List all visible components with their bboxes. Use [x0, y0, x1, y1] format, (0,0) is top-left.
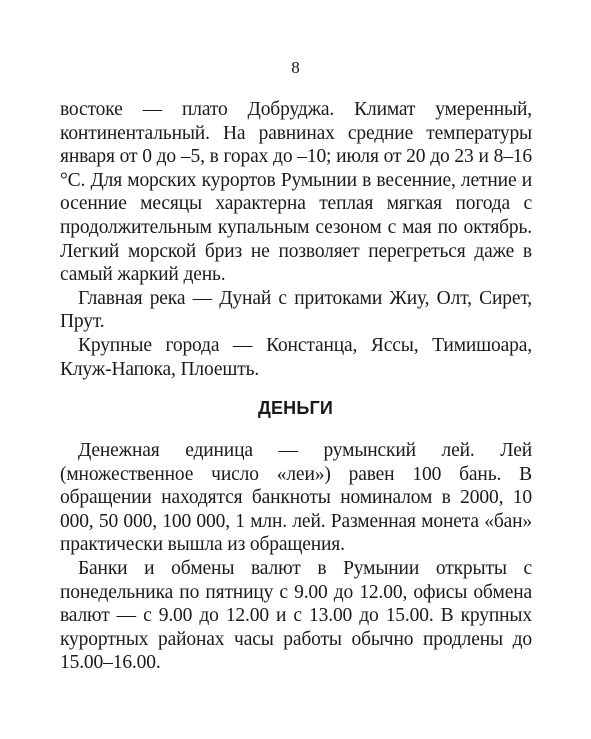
page-number: 8: [291, 58, 300, 77]
paragraph-cities: Крупные города — Констанца, Яссы, Тимишоара, Клуж-Напока, Плоешть.: [60, 334, 532, 380]
paragraph-bank-hours: Банки и обмены валют в Румынии открыты с понедельника по пятницу с 9.00 до 12.00, офисы обмена валют — с 9.00 до 12.00 и с 13.00 до 15.00. В крупных курортных районах часы работы обычно продлены до 15.00–16.00.: [60, 557, 532, 674]
section-heading-money: ДЕНЬГИ: [257, 398, 334, 418]
paragraph-currency: Денежная единица — румынский лей. Лей (множественное число «леи») равен 100 бань. В обращении находятся банкноты номиналом в 2000, 10 000, 50 000, 100 000, 1 млн. лей. Разменная монета «бан» практически вышла из обращения.: [60, 440, 532, 556]
paragraph-climate: востоке — плато Добруджа. Климат умеренный, континентальный. На равнинах средние температуры января от 0 до –5, в горах до –10; июля от 20 до 23 и 8–16 °С. Для морских курортов Румынии в весенние, летние и осенние месяцы характерна теплая мягкая погода с продолжительным купальным сезоном с мая по октябрь. Легкий морской бриз не позволяет перегреться даже в самый жаркий день.: [60, 99, 532, 286]
paragraph-rivers: Главная река — Дунай с притоками Жиу, Олт, Сирет, Прут.: [60, 287, 532, 333]
money-text-block: [60, 439, 532, 675]
intro-text-block: [60, 98, 532, 381]
